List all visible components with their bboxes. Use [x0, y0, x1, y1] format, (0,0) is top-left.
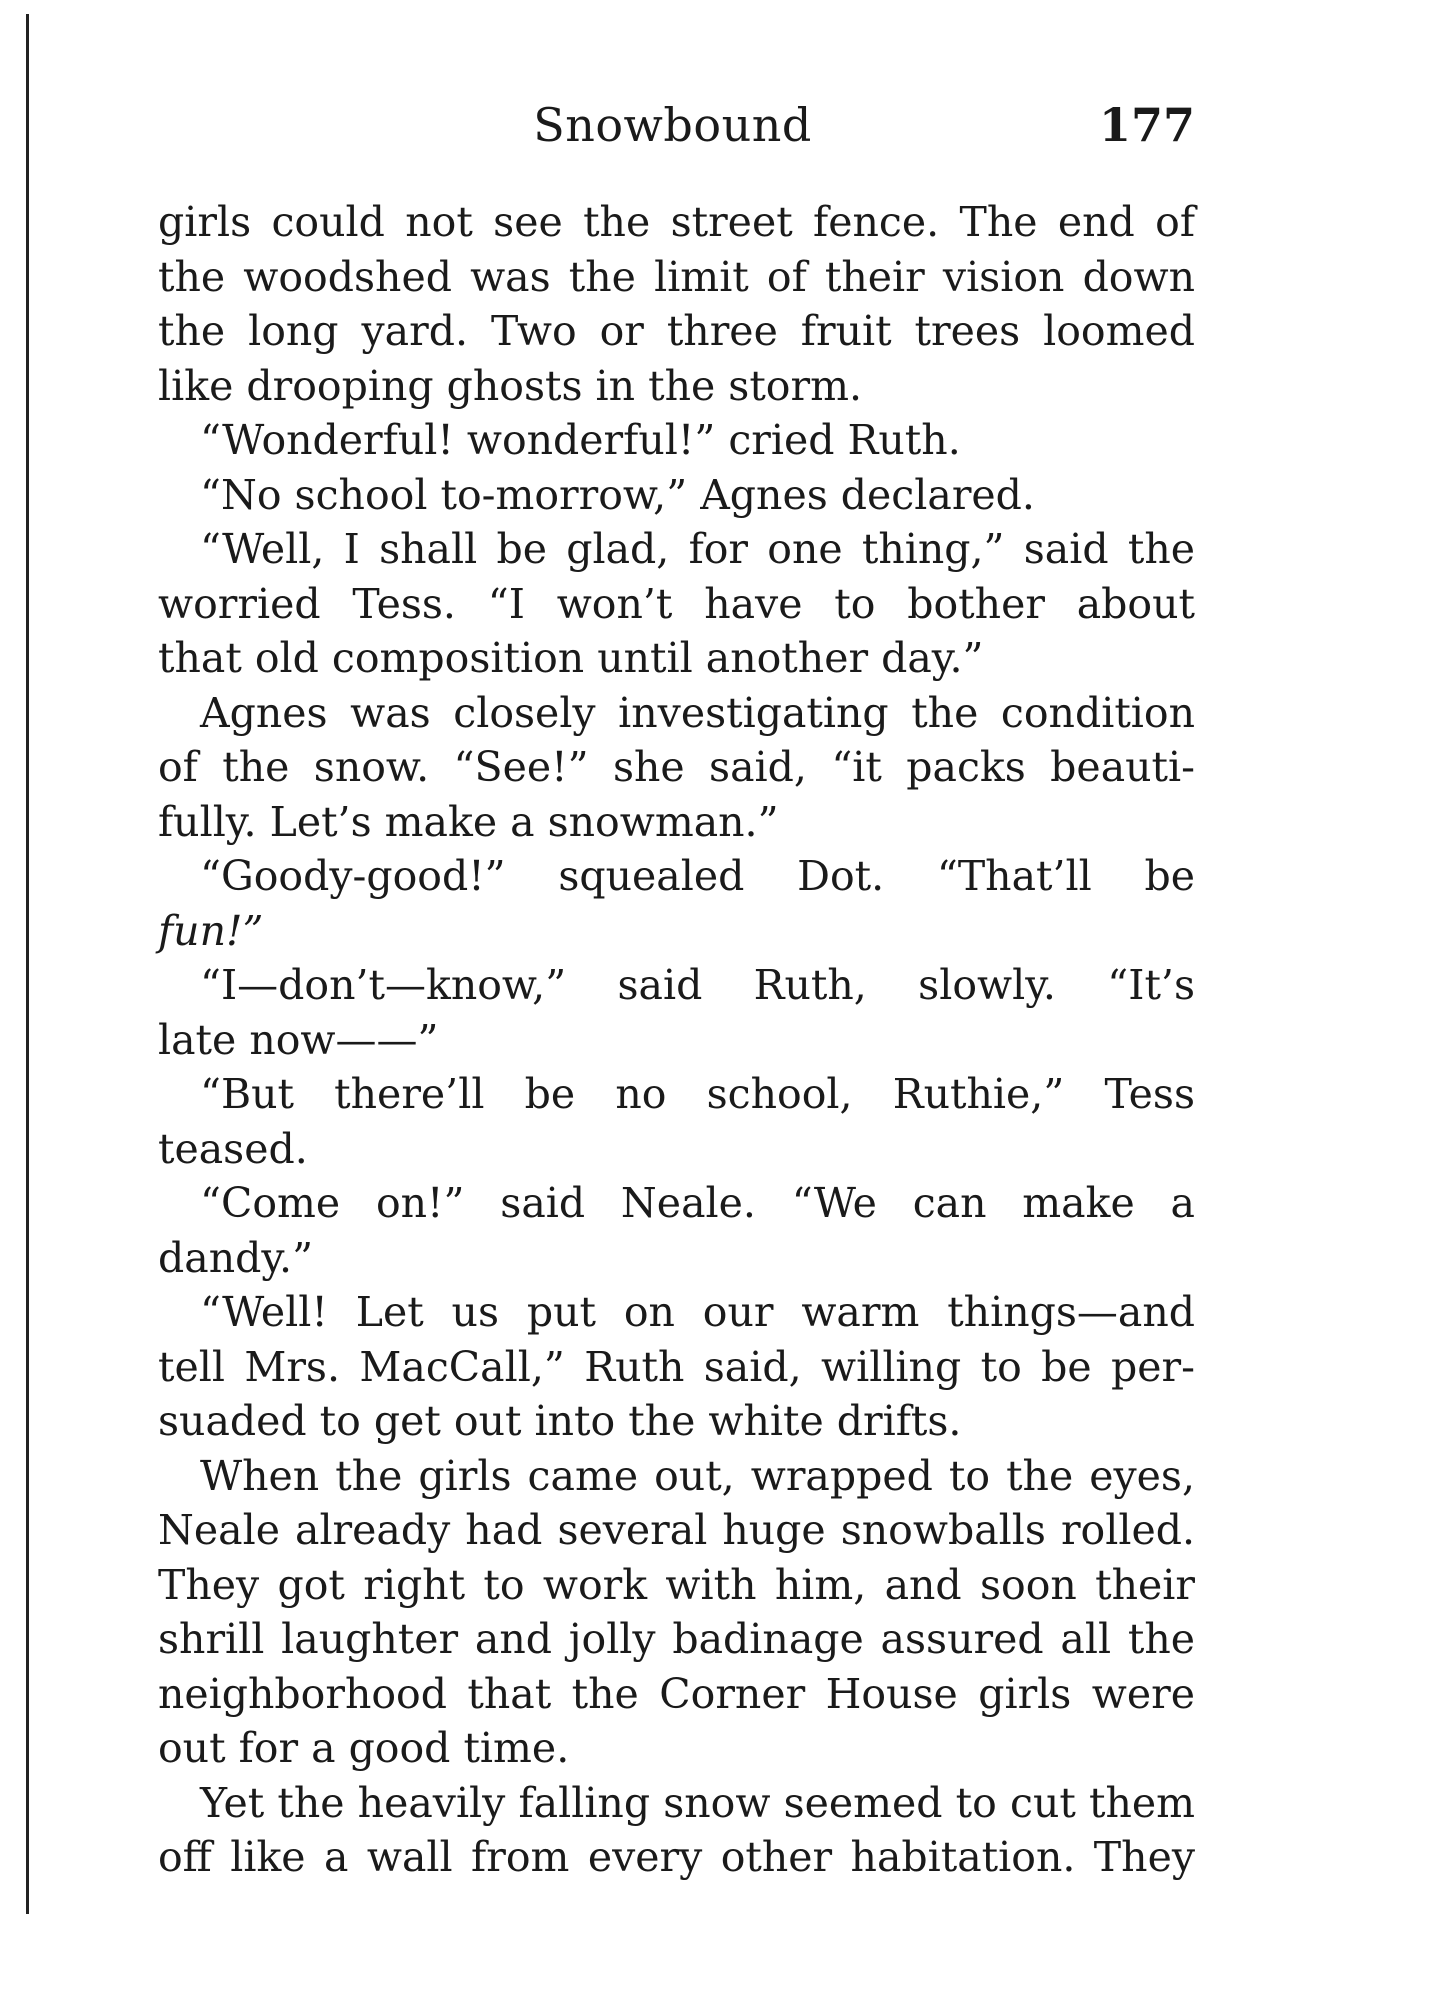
text-line: worried Tess. “I won’t have to bother about	[158, 579, 1195, 628]
text-line: of the snow. “See!” she said, “it packs beauti-	[158, 743, 1195, 791]
text-line: “I—don’t—know,” said Ruth, slowly. “It’s	[200, 961, 1195, 1009]
page-number: 177	[1098, 98, 1195, 152]
running-title: Snowbound	[533, 98, 812, 152]
text-line: shrill laughter and jolly badinage assured all the	[158, 1615, 1195, 1663]
text-line: neighborhood that the Corner House girls were	[158, 1669, 1195, 1718]
text-line: dandy.”	[158, 1233, 314, 1282]
text-line: When the girls came out, wrapped to the eyes,	[200, 1451, 1195, 1500]
text-line: out for a good time.	[158, 1724, 570, 1772]
text-line: tell Mrs. MacCall,” Ruth said, willing to be per-	[158, 1342, 1195, 1391]
text-line: late now——”	[158, 1015, 439, 1064]
text-line: “Wonderful! wonderful!” cried Ruth.	[200, 416, 961, 464]
running-head	[150, 98, 1195, 158]
text-line: teased.	[158, 1124, 308, 1173]
text-line: suaded to get out into the white drifts.	[158, 1397, 962, 1445]
text-line: “Well! Let us put on our warm things—and	[200, 1288, 1195, 1336]
text-line: the long yard. Two or three fruit trees loomed	[158, 307, 1195, 355]
body-text	[158, 195, 1195, 1885]
text-line: Agnes was closely investigating the condition	[200, 688, 1195, 737]
text-line: Yet the heavily falling snow seemed to cut them	[200, 1778, 1195, 1827]
text-line: off like a wall from every other habitation. They	[158, 1833, 1195, 1881]
text-line: that old composition until another day.”	[158, 634, 984, 682]
text-line: Neale already had several huge snowballs rolled.	[158, 1506, 1195, 1554]
text-line: like drooping ghosts in the storm.	[158, 361, 862, 410]
text-line: girls could not see the street fence. The end of	[158, 198, 1195, 246]
text-line: “Well, I shall be glad, for one thing,” said the	[200, 525, 1195, 573]
text-line: fun!”	[158, 906, 264, 955]
text-line: fully. Let’s make a snowman.”	[158, 797, 779, 846]
scan-edge-line	[26, 14, 29, 1914]
text-line: They got right to work with him, and soon their	[158, 1560, 1195, 1609]
text-line: “But there’ll be no school, Ruthie,” Tess	[200, 1070, 1195, 1118]
text-line: “No school to-morrow,” Agnes declared.	[200, 470, 1035, 519]
text-line: the woodshed was the limit of their vision down	[158, 252, 1195, 301]
text-line: “Come on!” said Neale. “We can make a	[200, 1179, 1195, 1227]
text-line: “Goody-good!” squealed Dot. “That’ll be	[200, 852, 1195, 900]
